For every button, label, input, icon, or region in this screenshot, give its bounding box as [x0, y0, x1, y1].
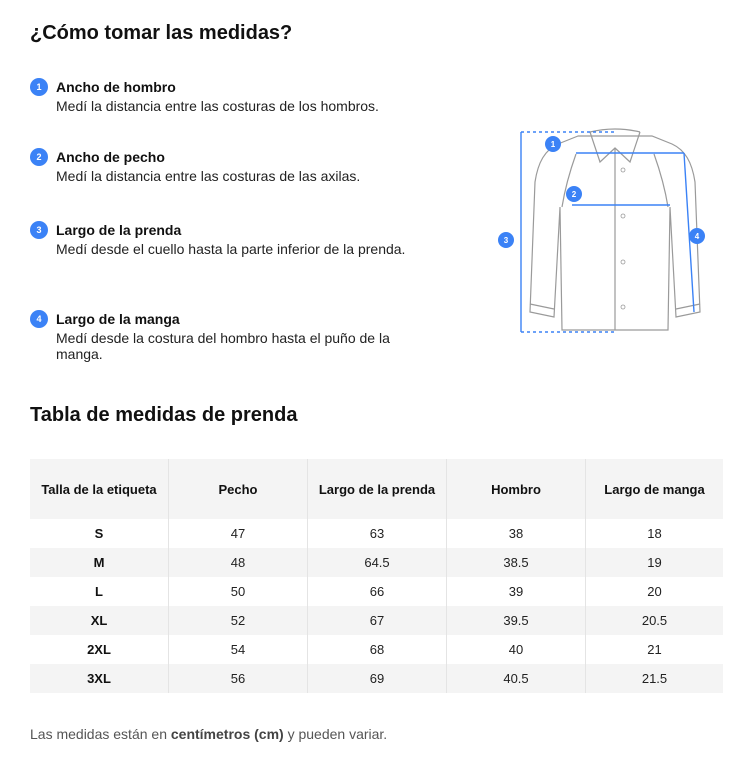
sleeve-cell: 18: [647, 526, 662, 541]
chest-cell: 56: [169, 664, 308, 693]
footnote-suffix: y pueden variar.: [283, 726, 388, 742]
table-row: [30, 519, 723, 548]
footnote-prefix: Las medidas están en: [30, 726, 171, 742]
shoulder-cell: 39.5: [447, 606, 586, 635]
units-footnote: [30, 726, 387, 742]
shoulder-cell: 40.5: [447, 664, 586, 693]
step-number-badge: 4: [30, 310, 48, 328]
step-description: Medí la distancia entre las costuras de los hombros.: [56, 98, 379, 114]
step-description: Medí desde la costura del hombro hasta el puño de la manga.: [56, 330, 390, 362]
column-header-sleeve: Largo de manga: [586, 459, 724, 519]
step-number-badge: 1: [30, 78, 48, 96]
table-row: [30, 606, 723, 635]
sleeve-cell: 21: [647, 642, 662, 657]
page-title: ¿Cómo tomar las medidas?: [30, 22, 293, 44]
svg-text:1: 1: [550, 140, 556, 149]
table-title: Tabla de medidas de prenda: [30, 404, 298, 426]
shoulder-cell: 38.5: [447, 548, 586, 577]
column-header-chest: Pecho: [169, 459, 308, 519]
length-cell: 64.5: [308, 548, 447, 577]
measurement-marker-4: [689, 228, 705, 244]
length-cell: 68: [308, 635, 447, 664]
step-title: Ancho de pecho: [56, 149, 165, 165]
column-header-size: Talla de la etiqueta: [30, 459, 169, 519]
step-title: Largo de la manga: [56, 311, 180, 327]
size-cell: 3XL: [30, 664, 169, 693]
step-title: Largo de la prenda: [56, 222, 182, 238]
length-cell: 67: [308, 606, 447, 635]
table-row: [30, 664, 723, 693]
shoulder-cell: 38: [447, 519, 586, 548]
size-cell: 2XL: [30, 635, 169, 664]
svg-text:4: 4: [694, 232, 700, 241]
shoulder-cell: 39: [447, 577, 586, 606]
size-cell: S: [30, 519, 169, 548]
chest-cell: 47: [169, 519, 308, 548]
svg-text:2: 2: [571, 190, 577, 199]
column-header-shoulder: Hombro: [447, 459, 586, 519]
chest-cell: 48: [169, 548, 308, 577]
length-cell: 66: [308, 577, 447, 606]
column-header-length: Largo de la prenda: [308, 459, 447, 519]
length-cell: 69: [308, 664, 447, 693]
shirt-measurement-diagram: [490, 122, 730, 342]
step-number-badge: 2: [30, 148, 48, 166]
shirt-outline: [530, 129, 700, 330]
measurement-marker-3: [498, 232, 514, 248]
step-number-badge: 3: [30, 221, 48, 239]
size-chart-table: [30, 459, 723, 693]
svg-text:3: 3: [503, 236, 509, 245]
sleeve-cell: 19: [586, 548, 724, 577]
size-cell: XL: [30, 606, 169, 635]
length-cell: 63: [308, 519, 447, 548]
step-description: Medí desde el cuello hasta la parte inferior de la prenda.: [56, 241, 406, 257]
footnote-unit: centímetros (cm): [170, 726, 284, 742]
shoulder-cell: 40: [447, 635, 586, 664]
table-header-row: [30, 459, 723, 519]
step-title: Ancho de hombro: [56, 79, 176, 95]
table-row: [30, 548, 723, 577]
table-row: [30, 577, 723, 606]
chest-cell: 52: [169, 606, 308, 635]
table-row: [30, 635, 723, 664]
measurement-marker-2: [566, 186, 582, 202]
step-description: Medí la distancia entre las costuras de las axilas.: [56, 168, 361, 184]
size-cell: L: [30, 577, 169, 606]
chest-cell: 54: [169, 635, 308, 664]
chest-cell: 50: [169, 577, 308, 606]
sleeve-cell: 20: [647, 584, 662, 599]
sleeve-cell: 20.5: [586, 606, 724, 635]
measurement-marker-1: [545, 136, 561, 152]
size-cell: M: [30, 548, 169, 577]
shirt-buttons: [621, 168, 625, 309]
sleeve-cell: 21.5: [586, 664, 724, 693]
